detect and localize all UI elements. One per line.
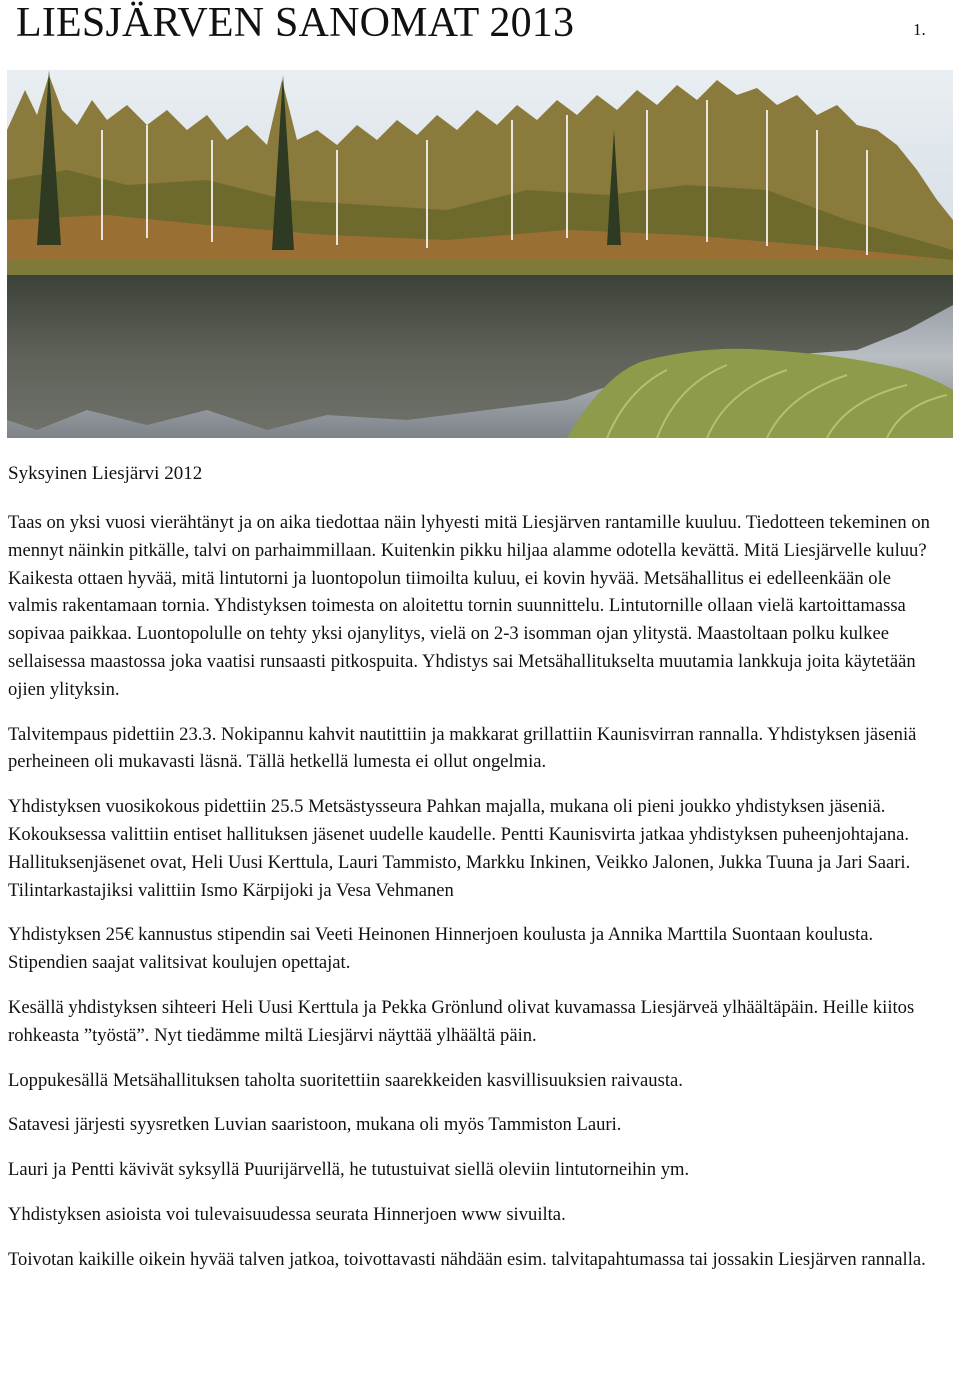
masthead bbox=[8, 0, 952, 48]
photo-caption: Syksyinen Liesjärvi 2012 bbox=[8, 463, 203, 484]
lake-photo bbox=[7, 70, 953, 438]
paragraph: Talvitempaus pidettiin 23.3. Nokipannu kahvit nautittiin ja makkarat grillattiin Kaunisvirran rannalla. Yhdistyksen jäseniä perheineen oli mukavasti läsnä. Tällä hetkellä lumesta ei ollut ongelmia. bbox=[8, 723, 917, 773]
paragraph: Satavesi järjesti syysretken Luvian saaristoon, mukana oli myös Tammiston Lauri. bbox=[8, 1114, 622, 1136]
newsletter-title: LIESJÄRVEN SANOMAT 2013 bbox=[16, 0, 575, 46]
article-body bbox=[8, 509, 943, 1291]
paragraph: Yhdistyksen asioista voi tulevaisuudessa seurata Hinnerjoen www sivuilta. bbox=[8, 1203, 566, 1225]
paragraph: Yhdistyksen vuosikokous pidettiin 25.5 Metsästysseura Pahkan majalla, mukana oli pieni joukko yhdistyksen jäseniä. Kokouksessa valittiin entiset hallituksen jäsenet uudelle kaudelle. Pentti Kaunisvirta jatkaa yhdistyksen puheenjohtajana. Hallituksenjäsenet ovat, Heli Uusi Kerttula, Lauri Tammisto, Markku Inkinen, Veikko Jalonen, Jukka Tuuna ja Jari Saari. Tilintarkastajiksi valittiin Ismo Kärpijoki ja Vesa Vehmanen bbox=[8, 796, 911, 901]
page-number: 1. bbox=[913, 20, 926, 39]
paragraph: Yhdistyksen 25€ kannustus stipendin sai Veeti Heinonen Hinnerjoen koulusta ja Annika Marttila Suontaan koulusta. Stipendien saajat valitsivat koulujen opettajat. bbox=[8, 924, 874, 974]
paragraph: Taas on yksi vuosi vierähtänyt ja on aika tiedottaa näin lyhyesti mitä Liesjärven rantamille kuuluu. Tiedotteen tekeminen on mennyt näinkin pitkälle, talvi on parhaimmillaan. Kuitenkin pikku hiljaa alamme odotella kevättä. Mitä Liesjärvelle kuluu? Kaikesta ottaen hyvää, mitä lintutorni ja luontopolun tiimoilta kuluu, ei kovin hyvää. Metsähallitus ei edelleenkään ole valmis rakentamaan tornia. Yhdistyksen toimesta on aloitettu tornin suunnittelu. Lintutornille ollaan vielä kartoittamassa sopivaa paikkaa. Luontopolulle on tehty yksi ojanylitys, vielä on 2-3 isomman ojan ylitystä. Maastoltaan polku kulkee sellaisessa maastossa joka vaatisi runsaasti pitkospuita. Yhdistys sai Metsähallitukselta muutamia lankkuja joita käytetään ojien ylityksin. bbox=[8, 512, 930, 700]
paragraph: Toivotan kaikille oikein hyvää talven jatkoa, toivottavasti nähdään esim. talvitapahtumassa tai jossakin Liesjärven rannalla. bbox=[8, 1248, 926, 1270]
paragraph: Loppukesällä Metsähallituksen taholta suoritettiin saarekkeiden kasvillisuuksien raivausta. bbox=[8, 1069, 683, 1091]
paragraph: Lauri ja Pentti kävivät syksyllä Puurijärvellä, he tutustuivat siellä oleviin lintutorneihin ym. bbox=[8, 1159, 690, 1181]
paragraph: Kesällä yhdistyksen sihteeri Heli Uusi Kerttula ja Pekka Grönlund olivat kuvamassa Liesjärveä ylhäältäpäin. Heille kiitos rohkeasta ”työstä”. Nyt tiedämme miltä Liesjärvi näyttää ylhäältä päin. bbox=[8, 996, 915, 1046]
lake-photo-illustration bbox=[7, 70, 953, 438]
